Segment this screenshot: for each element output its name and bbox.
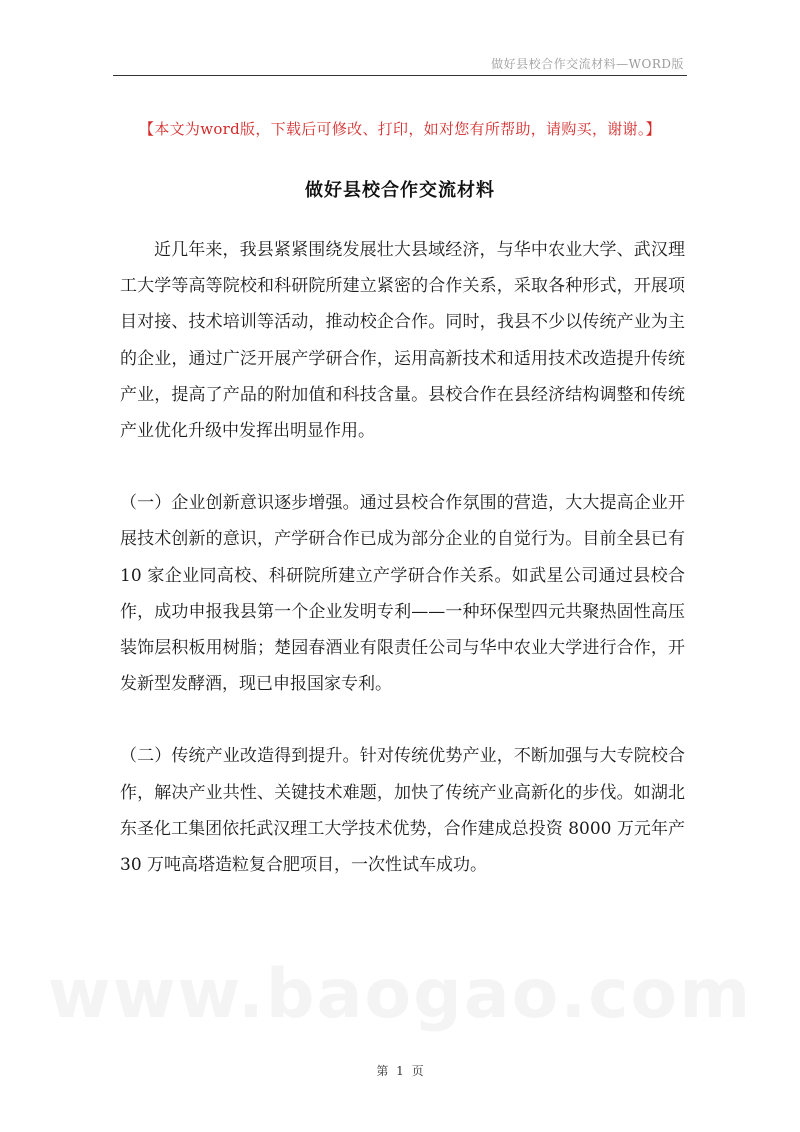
- watermark: www.baogao.com: [47, 955, 753, 1034]
- section-one-paragraph: （一）企业创新意识逐步增强。通过县校合作氛围的营造，大大提高企业开展技术创新的意识，产学研合作已成为部分企业的自觉行为。目前全县已有 10 家企业同高校、科研院所建立产学研合作关系。如武星公司通过县校合作，成功申报我县第一个企业发明专利——一种环保型四元共聚热固性高压装饰层积板用树脂；楚园春酒业有限责任公司与华中农业大学进行合作，开发新型发酵酒，现已申报国家专利。: [120, 493, 685, 695]
- header-divider: [113, 75, 687, 76]
- page-prefix: 第: [376, 1064, 389, 1078]
- intro-paragraph: 近几年来，我县紧紧围绕发展壮大县域经济，与华中农业大学、武汉理工大学等高等院校和科研院所建立紧密的合作关系，采取各种形式，开展项目对接、技术培训等活动，推动校企合作。同时，我县不少以传统产业为主的企业，通过广泛开展产学研合作，运用高新技术和适用技术改造提升传统产业，提高了产品的附加值和科技含量。县校合作在县经济结构调整和传统产业优化升级中发挥出明显作用。: [120, 240, 685, 442]
- page-footer: [0, 1062, 800, 1079]
- page-suffix: 页: [411, 1064, 424, 1078]
- section-two-paragraph: （二）传统产业改造得到提升。针对传统优势产业，不断加强与大专院校合作，解决产业共性、关键技术难题，加快了传统产业高新化的步伐。如湖北东圣化工集团依托武汉理工大学技术优势，合作建成总投资 8000 万元年产 30 万吨高塔造粒复合肥项目，一次性试车成功。: [120, 746, 685, 876]
- document-title: 做好县校合作交流材料: [305, 180, 495, 201]
- purchase-notice: 【本文为word版，下载后可修改、打印，如对您有所帮助，请购买，谢谢。】: [139, 120, 661, 138]
- page-number: 1: [396, 1064, 404, 1078]
- running-header: 做好县校合作交流材料—WORD版: [491, 57, 684, 71]
- document-body: [120, 232, 685, 883]
